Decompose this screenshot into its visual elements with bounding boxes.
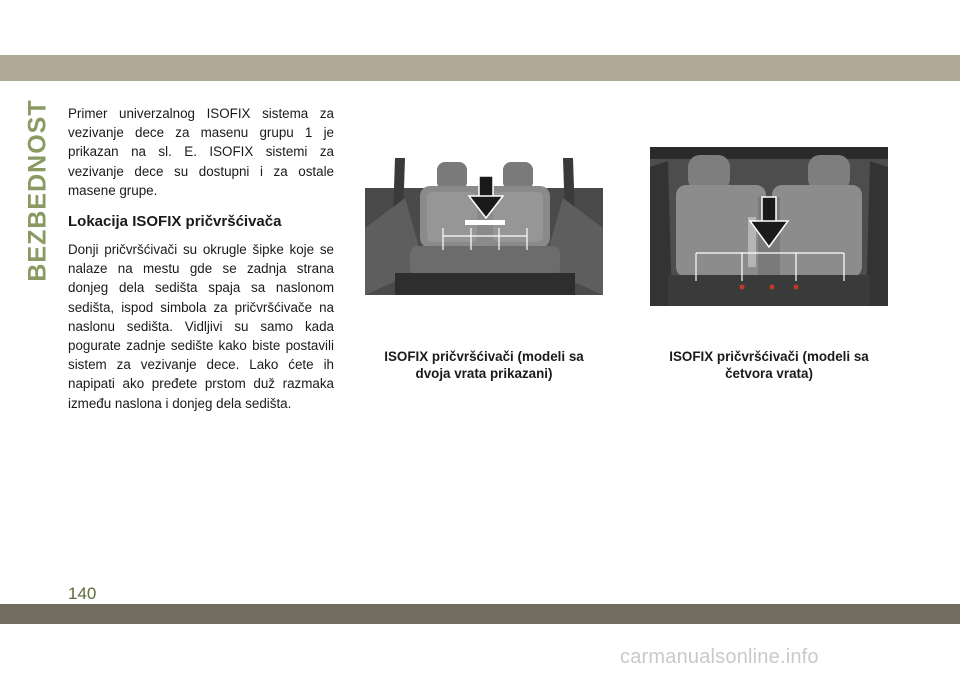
caption-line: četvora vrata) [725,366,813,381]
watermark-text: carmanualsonline.info [620,646,819,668]
header-band [0,55,960,81]
text-column [68,104,334,413]
section-heading: Lokacija ISOFIX pričvršćivača [68,213,282,231]
figure-two-door-seat [365,158,603,295]
seat-illustration-four-door [650,147,888,306]
figure-caption-two-door [359,348,609,382]
footer-band [0,604,960,624]
section-label-text: BEZBEDNOST [23,98,52,282]
caption-line: ISOFIX pričvršćivači (modeli sa [669,349,869,364]
caption-line: dvoja vrata prikazani) [415,366,553,381]
section-side-label [23,98,52,282]
figure-four-door-seat [650,147,888,306]
seat-illustration-two-door [365,158,603,295]
page-number: 140 [68,584,97,603]
body-paragraph: Donji pričvršćivači su okrugle šipke koje se nalaze na mestu gde se zadnja strana donjeg dela sedišta spaja sa naslonom sedišta, ispod simbola za pričvršćivače na naslonu sedišta. Vidljivi su samo kada pogurate zadnje sedište kako biste postavili sistem za vezivanje dece. Lako ćete ih napipati ako pređete prstom duž razmaka između naslona i donjeg dela sedišta. [68,242,334,411]
figure-caption-four-door [644,348,894,382]
caption-line: ISOFIX pričvršćivači (modeli sa [384,349,584,364]
intro-paragraph: Primer univerzalnog ISOFIX sistema za vezivanje dece za masenu grupu 1 je prikazan na sl. E. ISOFIX sistemi za vezivanje dece su dostupni i za ostale masene grupe. [68,106,334,198]
